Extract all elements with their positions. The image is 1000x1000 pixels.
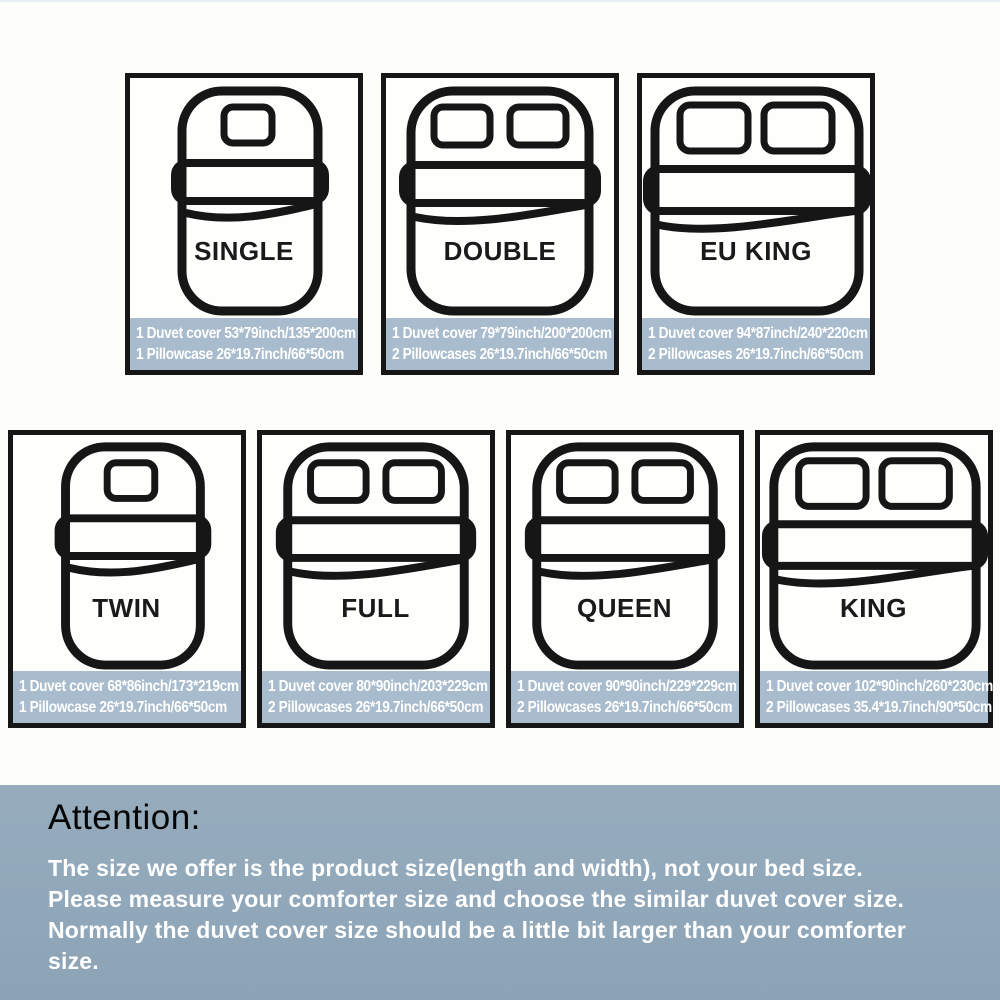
size-card-queen (506, 430, 744, 728)
size-specs-bar (511, 671, 739, 723)
attention-text-line: The size we offer is the product size(length and width), not your bed size. (48, 855, 863, 881)
size-card-full (257, 430, 495, 728)
duvet-spec-text: 1 Duvet cover 79*79inch/200*200cm (392, 325, 612, 342)
size-specs-bar (130, 318, 358, 370)
size-card-eu-king (637, 73, 875, 375)
duvet-spec-text: 1 Duvet cover 68*86inch/173*219cm (18, 678, 239, 695)
attention-text-line: Please measure your comforter size and choose the similar duvet cover size. (48, 886, 905, 912)
size-name-label: TWIN (92, 593, 161, 623)
duvet-spec-text: 1 Duvet cover 102*90inch/260*230cm (765, 678, 993, 695)
size-card-twin (8, 430, 246, 728)
size-specs-bar (760, 671, 993, 723)
bed-eu-king-icon (642, 78, 870, 318)
duvet-spec-text: 1 Duvet cover 53*79inch/135*200cm (136, 325, 356, 342)
attention-title: Attention: (48, 798, 201, 837)
bed-twin-icon (13, 435, 241, 671)
bed-double-icon (386, 78, 614, 318)
pillowcase-spec-text: 2 Pillowcases 35.4*19.7inch/90*50cm (765, 699, 992, 716)
attention-text (48, 853, 960, 977)
size-name-label: QUEEN (577, 593, 672, 623)
pillowcase-spec-text: 2 Pillowcases 26*19.7inch/66*50cm (648, 346, 864, 363)
bottom-row (0, 430, 1000, 728)
size-specs-bar (386, 318, 614, 370)
pillowcase-spec-text: 2 Pillowcases 26*19.7inch/66*50cm (392, 346, 608, 363)
bed-king-icon (760, 435, 988, 671)
size-name-label: EU KING (700, 236, 812, 266)
size-card-king (755, 430, 993, 728)
duvet-spec-text: 1 Duvet cover 80*90inch/203*229cm (267, 678, 488, 695)
top-row (0, 73, 1000, 375)
size-card-double (381, 73, 619, 375)
duvet-spec-text: 1 Duvet cover 94*87inch/240*220cm (648, 325, 868, 342)
size-name-label: KING (840, 593, 907, 623)
bed-queen-icon (511, 435, 739, 671)
pillowcase-spec-text: 2 Pillowcases 26*19.7inch/66*50cm (516, 699, 732, 716)
size-name-label: SINGLE (194, 236, 294, 266)
size-specs-bar (262, 671, 490, 723)
pillowcase-spec-text: 1 Pillowcase 26*19.7inch/66*50cm (18, 699, 227, 716)
attention-text-line: size. (48, 948, 99, 974)
bed-single-icon (130, 78, 358, 318)
duvet-spec-text: 1 Duvet cover 90*90inch/229*229cm (516, 678, 737, 695)
pillowcase-spec-text: 2 Pillowcases 26*19.7inch/66*50cm (267, 699, 483, 716)
attention-panel (0, 785, 1000, 1000)
size-name-label: DOUBLE (443, 236, 557, 266)
size-card-single (125, 73, 363, 375)
pillowcase-spec-text: 1 Pillowcase 26*19.7inch/66*50cm (136, 346, 344, 363)
size-name-label: FULL (341, 593, 410, 623)
attention-text-line: Normally the duvet cover size should be a little bit larger than your comforter (48, 917, 907, 943)
size-specs-bar (13, 671, 241, 723)
top-border-line (0, 0, 1000, 2)
size-specs-bar (642, 318, 870, 370)
bed-full-icon (262, 435, 490, 671)
